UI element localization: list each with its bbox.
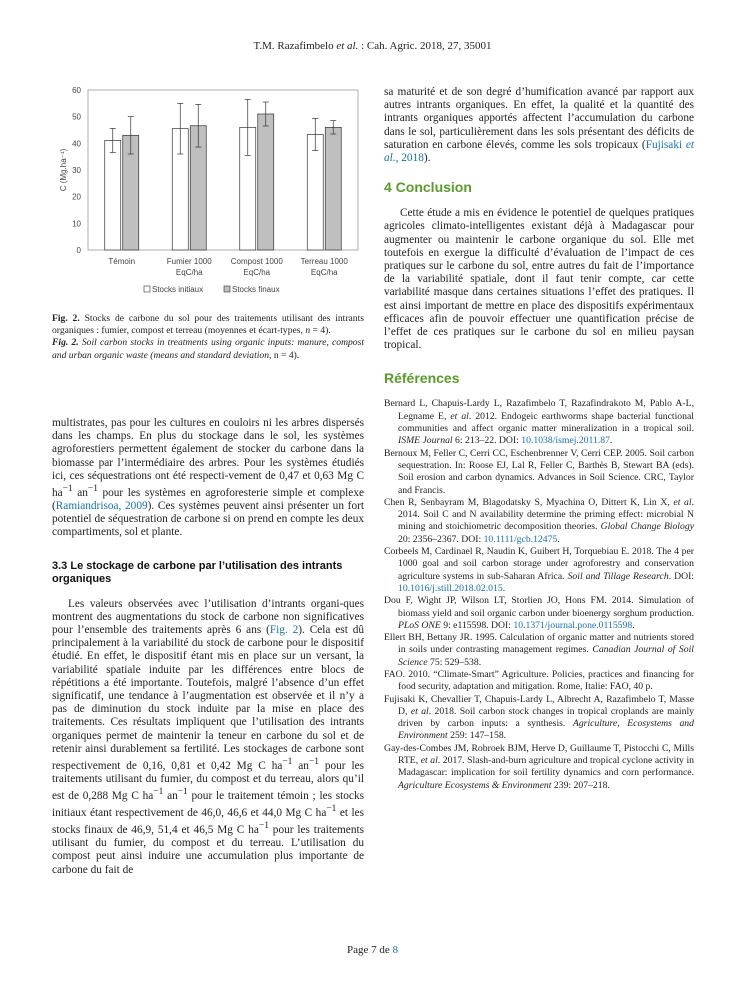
page-number-text: Page 7 de (346, 944, 393, 956)
reference-item (384, 632, 694, 669)
x-tick-label: Terreau 1000 (300, 257, 348, 266)
reference-item (384, 743, 694, 792)
reference-text: Dou F, Wight JP, Wilson LT, Storlien JO, Hons FM. 2014. Simulation of biomass yield and soil organic carbon under bioenergy sorghum production. (384, 595, 694, 619)
journal-name: Agriculture Ecosystems & Environment (398, 779, 552, 791)
caption-en-n: n = 4). (273, 349, 300, 361)
text: sa maturité et de son degré d’humification avancé par rapport aux autres intrants organiques. En effet, la qualité et la quantité des intrants organiques apportés affectent l’accumulation du carbone dans le sol, particulièrement dans les sols présentant des déficits de saturation en carbone élevés, comme les sols tropicaux ( (384, 86, 694, 151)
caption-en (52, 337, 364, 361)
sup: −1 (258, 821, 269, 832)
text: pour les traitements utilisant du fumier, du compost et du terreau, alors qu’il est de 0,288 Mg C ha (52, 759, 364, 802)
text: et les stocks finaux de 46,9, 51,4 et 46,5 Mg C ha (52, 806, 364, 836)
sup: −1 (62, 484, 73, 495)
reference-item (384, 497, 694, 546)
sup: −1 (326, 804, 337, 815)
reference-text: Bernoux M, Feller C, Cerri CC, Eschenbrenner V, Cerri CEP. 2005. Soil carbon sequestration. In: Roose EJ, Lal R, Feller C, Barthès B, Stewart BA (eds). Soil erosion and carbon dynamics. Advances in Soil Science. CRC, Taylor and Francis. (384, 447, 694, 496)
legend-swatch (224, 286, 230, 292)
page-total-link[interactable]: 8 (392, 944, 398, 956)
reference-text: Bernard L, Chapuis-Lardy L, Razafimbelo T, Razafindrakoto M, Pablo A-L, Legname E, (384, 398, 694, 422)
y-tick-label: 60 (72, 86, 81, 95)
paragraph-agroforestry (52, 417, 364, 540)
sup: −1 (153, 787, 164, 798)
reference-text: FAO. 2010. “Climate-Smart” Agriculture. Policies, practices and financing for food security, adaptation and mitigation. Rome, Italie: FAO, 40 p. (384, 668, 694, 693)
text: ). (423, 152, 431, 165)
caption-fr-n: n (305, 325, 311, 337)
figure-link[interactable]: Fig. 2 (269, 624, 299, 636)
journal-name: Agriculture, Ecosystems and Environment (398, 718, 694, 742)
legend-label: Stocks finaux (232, 285, 280, 294)
bar-chart (52, 80, 364, 310)
text: Les valeurs observées avec l’utilisation d’intrants organi-ques montrent des augmentations du stock de carbone non significatives pour l’ensemble des traitements après 6 ans ( (52, 597, 364, 636)
reference-text: 259: 147–158. (447, 730, 507, 742)
caption-en-label: Fig. 2. (52, 337, 79, 349)
figure-2 (52, 80, 364, 315)
y-tick-label: 50 (72, 112, 81, 122)
journal-name: Canadian Journal of Soil Science (398, 644, 694, 668)
x-tick-label: EqC/ha (243, 268, 271, 277)
reference-text: et al (450, 410, 469, 422)
sup: −1 (282, 757, 293, 768)
reference-text: Corbeels M, Cardinael R, Naudin K, Guibert H, Torquebiau E. 2018. The 4 per 1000 goal and soil carbon storage under agroforestry and conservation agriculture systems in sub-Saharan Africa. (384, 546, 694, 582)
section-title-references: Références (384, 370, 460, 387)
bar-initial (307, 135, 323, 250)
text: , 2018 (395, 152, 424, 165)
y-tick-label: 20 (72, 192, 81, 202)
sup: −1 (87, 484, 98, 495)
page-footer (0, 944, 745, 956)
text: an (72, 486, 88, 499)
reference-text: Fujisaki K, Chevallier T, Chapuis-Lardy L, Albrecht A, Razafimbelo T, Masse D, (384, 693, 694, 717)
text: pour les systèmes en agroforesterie simple et complexe ( (52, 486, 364, 512)
running-header (0, 40, 745, 52)
sup: −1 (308, 757, 319, 768)
reference-text: Gay-des-Combes JM, Robroek BJM, Herve D, Guillaume T, Pistocchi C, Mills RTE, (384, 742, 694, 767)
reference-item (384, 694, 694, 743)
reference-item (384, 546, 694, 595)
journal-name: Soil and Tillage Research (567, 570, 669, 582)
reference-item (384, 398, 694, 447)
x-tick-label: Témoin (108, 257, 136, 266)
reference-list (384, 398, 694, 792)
text: Fujisaki (645, 138, 686, 151)
x-tick-label: Compost 1000 (230, 257, 283, 266)
reference-text: 9: e115598. DOI: (440, 619, 514, 631)
text: pour les traitements utilisant du fumier, du compost et du terreau. L’utilisation du compost peut ainsi induire une accumulation plus importante de carbone du fait de (52, 823, 365, 876)
reference-item (384, 595, 694, 632)
y-axis-label: C (Mg.ha⁻¹) (59, 148, 68, 192)
reference-text: Chen R, Senbayram M, Blagodatsky S, Myachina O, Dittert K, Lin X, (384, 496, 674, 508)
reference-text: . 2014. Soil C and N availability determine the priming effect: microbial N mining and stoichiometric decomposition theories. (398, 496, 694, 533)
reference-item (384, 448, 694, 497)
paragraph-organic-inputs (52, 598, 364, 877)
reference-text: Ellert BH, Bettany JR. 1995. Calculation of organic matter and nutrients stored in soils under contrasting management regimes. (384, 632, 694, 656)
paragraph-compost (384, 86, 694, 165)
text: multistrates, pas pour les cultures en couloirs ni les arbres dispersés dans les champs. En plus du stockage dans le sol, les systèmes agroforestiers permettent également de stocker du carbone dans la biomasse par l’intermédiaire des arbres. Pour les systèmes étudiés ici, ces séquestrations ont été respecti-vement de 0,47 et 0,63 Mg C ha (52, 417, 364, 499)
y-tick-label: 30 (72, 166, 81, 175)
reference-text: et al (673, 496, 692, 508)
reference-text: . (502, 582, 506, 594)
doi-link[interactable]: 10.1111/gcb.12475 (483, 533, 558, 545)
caption-fr-end: = 4). (310, 325, 331, 337)
reference-item (384, 669, 694, 694)
figure-caption (52, 313, 364, 362)
y-tick-label: 0 (76, 246, 81, 255)
reference-text: 6: 213–22. DOI: (452, 435, 522, 447)
legend-label: Stocks initiaux (152, 285, 204, 294)
caption-fr-text: Stocks de carbone du sol pour des traitements utilisant des intrants organiques : fumier, compost et terreau (moyennes et écart-types, (52, 313, 364, 337)
caption-en-text: Soil carbon stocks in treatments using organic inputs: manure, compost and urban organic waste (means and standard deviation, (52, 337, 365, 361)
legend-swatch (144, 286, 150, 292)
citation-link[interactable]: Ramiandrisoa, 2009 (55, 499, 148, 512)
reference-text: 75: 529–538. (427, 656, 482, 668)
y-tick-label: 10 (72, 219, 81, 229)
caption-fr-label: Fig. 2. (52, 313, 80, 324)
text: ). Cela est dû principalement à la variabilité du stock de carbone pour le dispositif étudié. En effet, le dispositif étant mis en place sur un versant, la variabilité spatiale induite par les différences entre blocs de répétitions a été importante. Toutefois, malgré l’absence d’un effet significatif, une tendance à l’augmentation est observée et il n’y a pas de diminution du stock induite par la mise en place des traitements. Ces résultats impliquent que l’utilisation des intrants organiques permet de maintenir la teneur en carbone du sol et de retenir ainsi durablement sa fertilité. Les stockages de carbone sont respectivement de 0,16, 0,81 et 0,42 Mg C ha (52, 624, 365, 772)
y-tick-label: 40 (72, 139, 81, 149)
paragraph-conclusion: Cette étude a mis en évidence le potentiel de quelques pratiques agricoles climato-intelligentes existant déjà à Madagascar pour augmenter ou maintenir le carbone organique du sol. Elle met toutefois en exergue la difficulté d’évaluation de l’impact de ces pratiques sur le carbone du sol, entre autres du fait de l’importance de la variabilité spatiale, dont il faut tenir compte, car cette variabilité masque dans certaines situations l’effet des pratiques. Il est ainsi important de mettre en place des dispositifs expérimentaux efficaces afin de pouvoir effectuer une quantification précise de l’effet de ces pratiques sur le carbone du sol en milieu paysan tropical. (384, 207, 694, 352)
subsection-title: 3.3 Le stockage de carbone par l’utilisation des intrants organiques (52, 559, 343, 585)
journal-name: ISME Journal (398, 435, 453, 447)
reference-text: et al (420, 755, 438, 767)
x-tick-label: EqC/ha (310, 268, 338, 277)
text: ). Ces systèmes peuvent ainsi présenter un fort potentiel de séquestration de carbone si on prend en compte les deux compartiments, sol et plante. (52, 499, 364, 539)
left-column (52, 417, 364, 877)
reference-text: . (609, 435, 613, 447)
text: an (163, 789, 178, 802)
caption-fr (52, 313, 364, 337)
bar-initial (105, 140, 121, 250)
bar-final (258, 114, 274, 250)
reference-text: et al (410, 705, 429, 717)
x-tick-label: EqC/ha (175, 268, 203, 277)
header-journal: : Cah. Agric. 2018, 27, 35001 (361, 40, 492, 52)
sup: −1 (177, 787, 188, 798)
bar-final (325, 127, 341, 250)
reference-text: . (557, 533, 560, 545)
reference-text: . (632, 619, 635, 631)
text: pour le traitement témoin ; les stocks initiaux étant respectivement de 46,0, 46,6 et 44,0 Mg C ha (52, 789, 364, 819)
reference-text: . 2017. Slash-and-burn agriculture and tropical cyclone activity in Madagascar: implication for soil fertility dynamics and corn performance. (398, 755, 694, 779)
reference-text: 239: 207–218. (551, 779, 610, 791)
doi-link[interactable]: 10.1038/ismej.2011.87 (521, 435, 610, 447)
text: et al. (384, 138, 695, 165)
doi-link[interactable]: 10.1016/j.still.2018.02.015 (398, 582, 503, 594)
journal-name: Global Change Biology (600, 521, 694, 533)
right-column (384, 86, 694, 792)
x-tick-label: Fumier 1000 (166, 257, 212, 266)
reference-text: . DOI: (668, 570, 694, 582)
text: an (292, 759, 309, 772)
section-title-conclusion: 4 Conclusion (384, 179, 472, 196)
header-authors: T.M. Razafimbelo (253, 40, 334, 52)
reference-text: 20: 2356–2367. DOI: (398, 533, 484, 545)
header-etal: et al. (336, 40, 359, 52)
journal-name: PLoS ONE (398, 619, 441, 631)
doi-link[interactable]: 10.1371/journal.pone.0115598 (513, 619, 633, 631)
reference-text: . 2018. Soil carbon stock changes in tropical croplands are mainly driven by carbon inputs: a synthesis. (398, 705, 694, 730)
reference-text: . 2012. Endogeic earthworms shape bacterial functional communities and affect organic matter mineralization in a tropical soil. (398, 410, 694, 435)
